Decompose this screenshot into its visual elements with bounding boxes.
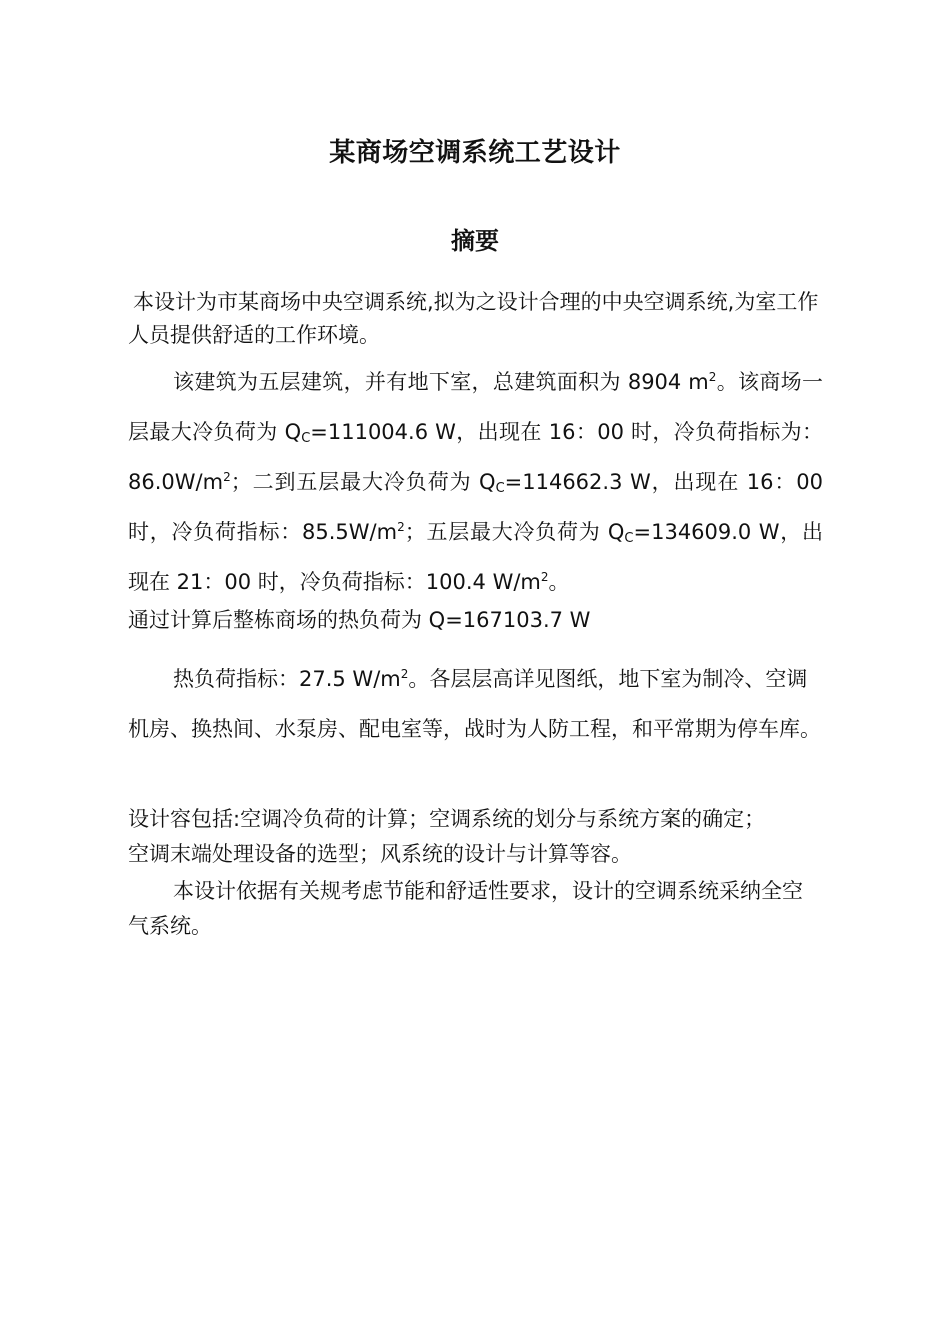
area-unit-sup: 2 bbox=[397, 520, 405, 534]
abstract-heading: 摘要 bbox=[451, 227, 499, 255]
heat-index-text-1: 热负荷指标：27.5 W/m bbox=[173, 667, 401, 691]
area-unit-sup: 2 bbox=[400, 667, 409, 681]
area-unit-sup: 2 bbox=[223, 470, 231, 484]
loads-text-5: =114662.3 W，出现在 16：00 时，冷负荷指标：85.5W/m bbox=[128, 470, 823, 544]
heat-index-text-2: 。各层层高详见图纸，地下室为制冷、空调机房、换热间、水泵房、配电室等，战时为人防工程，和平常期为停车库。 bbox=[128, 667, 821, 741]
area-unit-sup: 2 bbox=[540, 570, 549, 584]
paragraph-heat-index bbox=[128, 654, 823, 754]
scope-line-1: 设计容包括:空调冷负荷的计算；空调系统的划分与系统方案的确定； bbox=[128, 807, 766, 831]
qc-subscript: C bbox=[495, 481, 505, 496]
loads-text-3: =111004.6 W，出现在 16：00 时，冷负荷指标为：86.0W/m bbox=[128, 420, 823, 494]
loads-text-6: ；五层最大冷负荷为 Q bbox=[404, 520, 625, 544]
paragraph-loads bbox=[128, 357, 823, 607]
paragraph-intro: 本设计为市某商场中央空调系统,拟为之设计合理的中央空调系统,为室工作人员提供舒适的工作环境。 bbox=[128, 290, 819, 347]
paragraph-scope bbox=[128, 802, 823, 872]
paragraph-conclusion: 本设计依据有关规考虑节能和舒适性要求，设计的空调系统采纳全空气系统。 bbox=[128, 879, 803, 938]
document-title: 某商场空调系统工艺设计 bbox=[329, 138, 621, 168]
qc-subscript: C bbox=[301, 431, 311, 446]
loads-text-2: 。该商场一层最大冷负荷为 Q bbox=[128, 370, 824, 444]
scope-line-2: 空调末端处理设备的选型；风系统的设计与计算等容。 bbox=[128, 842, 632, 866]
paragraph-heat-load: 通过计算后整栋商场的热负荷为 Q=167103.7 W bbox=[128, 608, 591, 632]
loads-text-8: 。 bbox=[548, 570, 570, 594]
area-unit-sup: 2 bbox=[708, 370, 717, 384]
loads-text-4: ；二到五层最大冷负荷为 Q bbox=[230, 470, 496, 494]
loads-text-1: 该建筑为五层建筑，并有地下室，总建筑面积为 8904 m bbox=[173, 370, 709, 394]
qc-subscript: C bbox=[624, 531, 634, 546]
loads-text-7: =134609.0 W，出现在 21：00 时，冷负荷指标：100.4 W/m bbox=[128, 520, 823, 594]
